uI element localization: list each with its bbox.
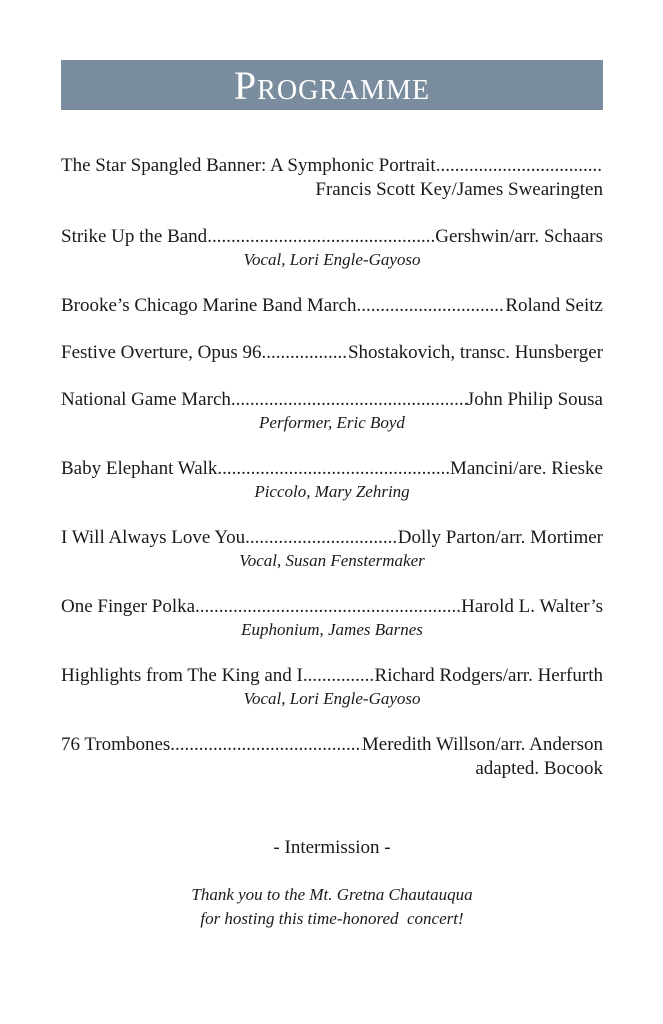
- programme-item-row: [61, 664, 603, 688]
- performer-credit: Vocal, Susan Fenstermaker: [239, 551, 425, 570]
- performer-credit: Performer, Eric Boyd: [259, 413, 405, 432]
- dot-leader: [170, 733, 362, 757]
- dot-leader: [245, 526, 398, 550]
- programme-item: [61, 457, 603, 503]
- page-title: Programme: [233, 63, 431, 108]
- programme-item: [61, 664, 603, 710]
- thank-you-note: [61, 883, 603, 931]
- thank-you-line-2: for hosting this time-honored concert!: [200, 909, 464, 928]
- composer-name: Dolly Parton/arr. Mortimer: [397, 527, 603, 548]
- programme-banner: [61, 60, 603, 110]
- performer-credit: Piccolo, Mary Zehring: [254, 482, 410, 501]
- programme-item-row: [61, 595, 603, 619]
- programme-item-row: [61, 341, 603, 365]
- piece-title: The Star Spangled Banner: A Symphonic Portrait: [61, 155, 436, 176]
- programme-item: [61, 341, 603, 365]
- programme-item: [61, 154, 603, 202]
- performer-credit: Euphonium, James Barnes: [241, 620, 423, 639]
- composer-name: John Philip Sousa: [466, 389, 603, 410]
- performer-credit: Vocal, Lori Engle-Gayoso: [243, 689, 421, 708]
- programme-item-row: [61, 457, 603, 481]
- programme-item-row: [61, 154, 603, 178]
- piece-title: I Will Always Love You: [61, 527, 246, 548]
- piece-title: National Game March: [61, 389, 231, 410]
- composer-name: Meredith Willson/arr. Anderson: [361, 734, 603, 755]
- programme-item-row: [61, 225, 603, 249]
- dot-leader: [303, 664, 375, 688]
- intermission-label: - Intermission -: [273, 837, 391, 858]
- piece-title: One Finger Polka: [61, 596, 196, 617]
- programme-item-row: [61, 388, 603, 412]
- dot-leader: [436, 154, 603, 178]
- programme-item: [61, 294, 603, 318]
- composer-name: Shostakovich, transc. Hunsberger: [347, 342, 603, 363]
- piece-title: Strike Up the Band: [61, 226, 208, 247]
- piece-title: 76 Trombones: [61, 734, 171, 755]
- programme-item: [61, 733, 603, 781]
- programme-item: [61, 595, 603, 641]
- thank-you-line-1: Thank you to the Mt. Gretna Chautauqua: [191, 885, 473, 904]
- programme-item: [61, 225, 603, 271]
- programme-item: [61, 526, 603, 572]
- dot-leader: [195, 595, 461, 619]
- programme-item-row: [61, 733, 603, 757]
- composer-name: Francis Scott Key/James Swearingten: [315, 179, 603, 200]
- composer-name: Richard Rodgers/arr. Herfurth: [374, 665, 603, 686]
- programme-item-row: [61, 294, 603, 318]
- piece-title: Highlights from The King and I: [61, 665, 303, 686]
- piece-title: Brooke’s Chicago Marine Band March: [61, 295, 357, 316]
- dot-leader: [231, 388, 467, 412]
- piece-title: Festive Overture, Opus 96: [61, 342, 262, 363]
- programme-item-row: [61, 526, 603, 550]
- performer-credit: Vocal, Lori Engle-Gayoso: [243, 250, 421, 269]
- dot-leader: [217, 457, 450, 481]
- composer-name: Gershwin/arr. Schaars: [435, 226, 603, 247]
- programme-item: [61, 388, 603, 434]
- arranger-credit: adapted. Bocook: [475, 758, 603, 779]
- composer-name: Roland Seitz: [505, 295, 603, 316]
- composer-name: Mancini/are. Rieske: [449, 458, 603, 479]
- dot-leader: [356, 294, 505, 318]
- composer-name: Harold L. Walter’s: [461, 596, 603, 617]
- piece-title: Baby Elephant Walk: [61, 458, 218, 479]
- dot-leader: [262, 341, 348, 365]
- programme-list: [61, 154, 603, 781]
- dot-leader: [207, 225, 435, 249]
